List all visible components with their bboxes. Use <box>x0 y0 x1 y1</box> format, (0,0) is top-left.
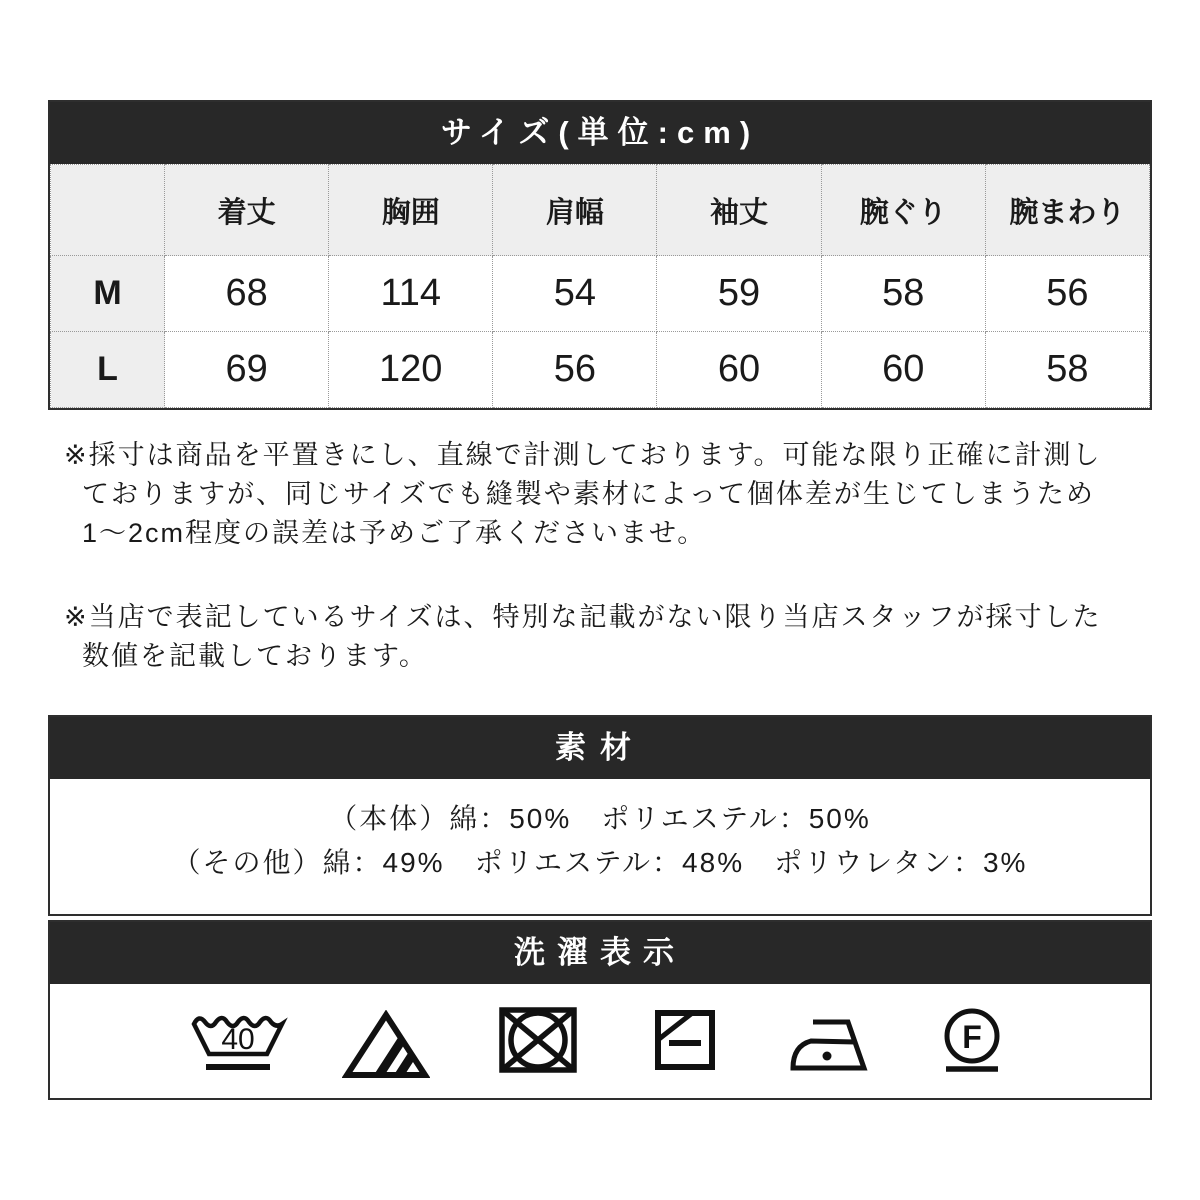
iron-low-heat-icon <box>788 1014 872 1076</box>
note-line: ※当店で表記しているサイズは、特別な記載がない限り当店スタッフが採寸した <box>64 602 1102 632</box>
note-line: ておりますが、同じサイズでも縫製や素材によって個体差が生じてしまうため <box>82 479 1095 509</box>
cell: 58 <box>985 332 1149 408</box>
column-header-armhole: 腕ぐり <box>821 165 985 256</box>
row-label: M <box>51 256 165 332</box>
table-row-l <box>51 332 1150 408</box>
material-line-main: （本体）綿：50% ポリエステル：50% <box>329 803 871 834</box>
column-header-shoulder: 肩幅 <box>493 165 657 256</box>
cell: 59 <box>657 256 821 332</box>
laundry-icons-row <box>50 984 1150 1098</box>
size-table-section <box>48 100 1152 410</box>
wash-temperature-label: 40 <box>221 1023 255 1056</box>
column-header-chest: 胸囲 <box>329 165 493 256</box>
cell: 60 <box>657 332 821 408</box>
do-not-tumble-dry-icon <box>496 1006 580 1074</box>
non-chlorine-bleach-icon <box>342 1010 430 1080</box>
column-header-length: 着丈 <box>165 165 329 256</box>
cell: 56 <box>985 256 1149 332</box>
material-title-bar <box>50 717 1150 779</box>
material-line-other: （その他）綿：49% ポリエステル：48% ポリウレタン：3% <box>172 847 1028 878</box>
laundry-title-bar <box>50 922 1150 984</box>
cell: 68 <box>165 256 329 332</box>
laundry-section <box>48 920 1152 1100</box>
note-line: 1〜2cm程度の誤差は予めご了承くださいませ。 <box>82 518 707 548</box>
size-source-note <box>48 598 1152 676</box>
measurement-note <box>48 436 1152 553</box>
note-line: ※採寸は商品を平置きにし、直線で計測しております。可能な限り正確に計測し <box>64 440 1102 470</box>
cell: 58 <box>821 256 985 332</box>
size-table-title: サイズ(単位:cm) <box>440 115 760 150</box>
cell: 54 <box>493 256 657 332</box>
size-table <box>50 164 1150 408</box>
dry-clean-petroleum-mild-icon <box>942 1008 1002 1074</box>
material-body <box>50 779 1150 914</box>
material-title: 素材 <box>555 730 645 765</box>
flat-dry-in-shade-icon <box>653 1008 717 1072</box>
cell: 56 <box>493 332 657 408</box>
iron-one-dot <box>823 1052 832 1061</box>
material-section <box>48 715 1152 916</box>
table-row-m <box>51 256 1150 332</box>
cell: 69 <box>165 332 329 408</box>
cell: 114 <box>329 256 493 332</box>
size-table-title-bar <box>50 102 1150 164</box>
note-line: 数値を記載しております。 <box>82 641 428 671</box>
size-table-header-row <box>51 165 1150 256</box>
wash-40c-mild-icon <box>188 1008 288 1074</box>
column-header-sleeve: 袖丈 <box>657 165 821 256</box>
corner-cell <box>51 165 165 256</box>
cell: 60 <box>821 332 985 408</box>
row-label: L <box>51 332 165 408</box>
dry-clean-letter: F <box>962 1019 982 1055</box>
column-header-arm-width: 腕まわり <box>985 165 1149 256</box>
laundry-title: 洗濯表示 <box>514 935 686 970</box>
cell: 120 <box>329 332 493 408</box>
